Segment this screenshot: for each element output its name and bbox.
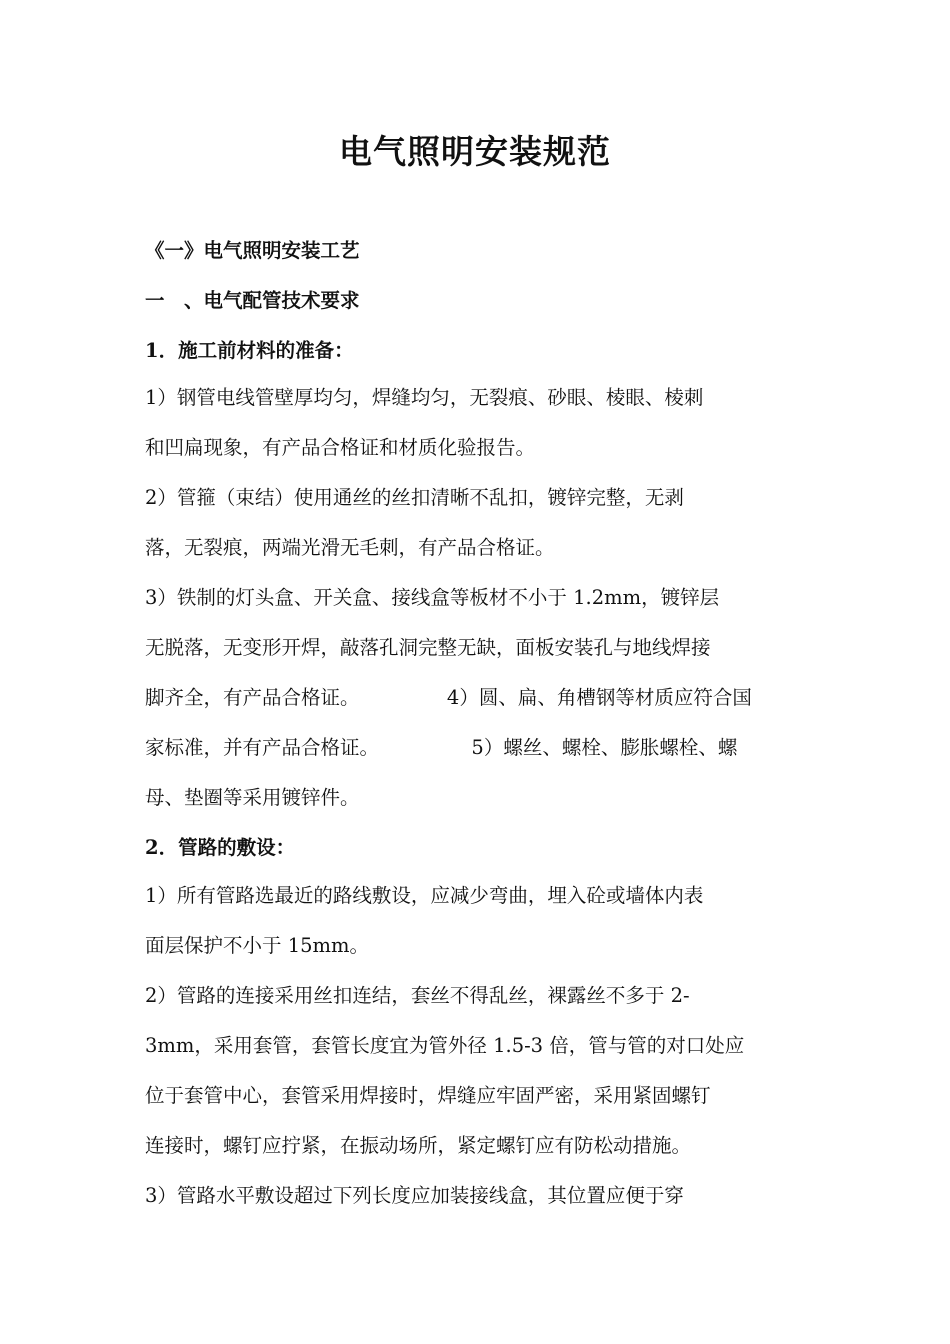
paragraph-line: 连接时，螺钉应拧紧，在振动场所，紧定螺钉应有防松动措施。 <box>145 1134 692 1157</box>
subsection-heading: 一 、电气配管技术要求 <box>145 289 360 312</box>
paragraph-line <box>145 684 752 712</box>
paragraph-line: 位于套管中心，套管采用焊接时，焊缝应牢固严密，采用紧固螺钉 <box>145 1084 711 1107</box>
paragraph-line: 3mm，采用套管，套管长度宜为管外径 1.5-3 倍，管与管的对口处应 <box>145 1034 745 1057</box>
paragraph-line: 面层保护不小于 15mm。 <box>145 934 369 957</box>
paragraph-line: 3）铁制的灯头盒、开关盒、接线盒等板材不小于 1.2mm，镀锌层 <box>145 586 720 609</box>
paragraph-line: 2）管路的连接采用丝扣连结，套丝不得乱丝，裸露丝不多于 2- <box>145 984 690 1007</box>
paragraph-line-left: 家标准，并有产品合格证。 <box>145 736 380 759</box>
paragraph-line: 1）所有管路选最近的路线敷设，应减少弯曲，埋入砼或墙体内表 <box>145 884 704 907</box>
item1-heading: 1．施工前材料的准备： <box>145 339 354 362</box>
paragraph-line: 3）管路水平敷设超过下列长度应加装接线盒，其位置应便于穿 <box>145 1184 684 1207</box>
paragraph-line-right: 5）螺丝、螺栓、膨胀螺栓、螺 <box>471 736 738 759</box>
item2-heading: 2．管路的敷设： <box>145 836 296 859</box>
paragraph-line: 无脱落，无变形开焊，敲落孔洞完整无缺，面板安装孔与地线焊接 <box>145 636 711 659</box>
paragraph-line <box>145 734 737 762</box>
paragraph-line-left: 脚齐全，有产品合格证。 <box>145 686 360 709</box>
paragraph-line: 母、垫圈等采用镀锌件。 <box>145 786 360 809</box>
paragraph-line: 落，无裂痕，两端光滑无毛刺，有产品合格证。 <box>145 536 555 559</box>
document-title: 电气照明安装规范 <box>339 132 611 171</box>
paragraph-line: 和凹扁现象，有产品合格证和材质化验报告。 <box>145 436 536 459</box>
paragraph-line: 1）钢管电线管壁厚均匀，焊缝均匀，无裂痕、砂眼、棱眼、棱刺 <box>145 386 704 409</box>
paragraph-line: 2）管箍（束结）使用通丝的丝扣清晰不乱扣，镀锌完整，无剥 <box>145 486 684 509</box>
section-heading: 《一》电气照明安装工艺 <box>145 239 360 262</box>
paragraph-line-right: 4）圆、扁、角槽钢等材质应符合国 <box>446 686 752 709</box>
